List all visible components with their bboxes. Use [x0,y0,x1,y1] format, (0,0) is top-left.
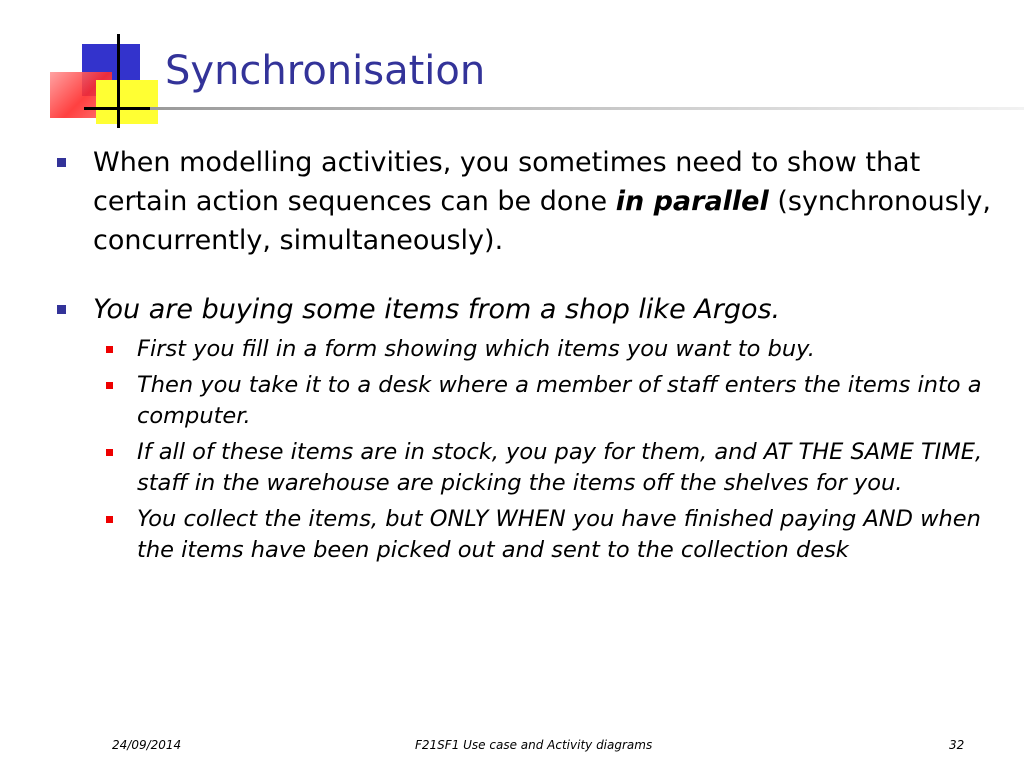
sub-bullet-text: You collect the items, but ONLY WHEN you have finished paying AND when the items have been picked out and sent to the collection desk [137,506,981,563]
square-bullet-icon [57,305,66,314]
bullet-parallel [50,143,1000,260]
title-divider [150,107,1024,110]
logo-vertical-line [117,34,120,128]
bullet-argos [50,290,1000,329]
sub-bullet-text: First you fill in a form showing which items you want to buy. [137,336,815,362]
sub-bullet-pay [137,437,1000,499]
small-square-bullet-icon [106,516,113,523]
sub-bullet-desk [137,370,1000,432]
bullet-text-before: When modelling activities, you sometimes need to show that certain action sequences can be done [93,147,921,217]
sub-bullet-text: Then you take it to a desk where a member of staff enters the items into a computer. [137,372,982,429]
footer-page-number: 32 [949,738,965,752]
square-bullet-icon [57,158,66,167]
small-square-bullet-icon [106,382,113,389]
bullet-text: You are buying some items from a shop like Argos. [93,294,781,325]
slide-title: Synchronisation [165,48,486,94]
sub-bullet-text: If all of these items are in stock, you pay for them, and AT THE SAME TIME, staff in the warehouse are picking the items off the shelves for you. [137,439,983,496]
logo-yellow-square [96,80,158,124]
slide-logo [0,0,170,135]
footer-course: F21SF1 Use case and Activity diagrams [415,738,653,752]
small-square-bullet-icon [106,346,113,353]
small-square-bullet-icon [106,449,113,456]
sub-bullet-fill-form [137,334,1000,365]
sub-bullet-collect [137,504,1000,566]
bullet-text-after: (synchronously, concurrently, simultaneously). [93,186,991,256]
bullet-text-emphasis: in parallel [615,186,769,217]
footer-date: 24/09/2014 [112,738,182,752]
slide-content [50,143,1000,566]
